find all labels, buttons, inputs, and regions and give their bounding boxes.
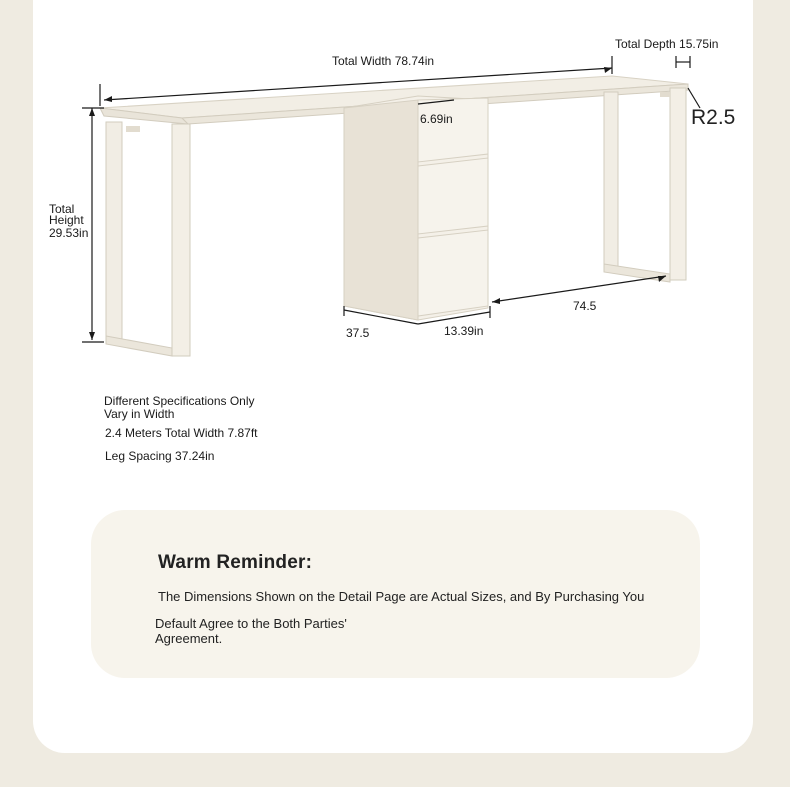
desk-illustration <box>100 76 688 356</box>
warm-reminder-box <box>91 510 700 678</box>
spec-line-3: 2.4 Meters Total Width 7.87ft <box>105 426 258 440</box>
warm-reminder-line-1: The Dimensions Shown on the Detail Page are Actual Sizes, and By Purchasing You <box>158 589 645 604</box>
total-depth-label: Total Depth 15.75in <box>615 37 719 51</box>
leg-gap-label: 74.5 <box>573 299 597 313</box>
spec-line-4: Leg Spacing 37.24in <box>105 449 215 463</box>
warm-reminder-line-2: Default Agree to the Both Parties' Agreement. <box>155 616 347 646</box>
total-height-label-line1: Total <box>49 202 75 216</box>
total-height-label-line2: Height <box>49 213 84 227</box>
total-height-label-line3: 29.53in <box>49 226 89 240</box>
radius-pointer <box>688 88 700 108</box>
warm-reminder-title: Warm Reminder: <box>158 552 313 573</box>
radius-label: R2.5 <box>691 106 736 129</box>
cabinet-depth-label: 37.5 <box>346 326 370 340</box>
drawer-height-label: 6.69in <box>420 112 453 126</box>
spec-line-1: Different Specifications Only <box>104 394 255 408</box>
total-width-label: Total Width 78.74in <box>332 54 435 68</box>
spec-line-2: Vary in Width <box>104 407 175 421</box>
cabinet-width-label: 13.39in <box>444 324 484 338</box>
